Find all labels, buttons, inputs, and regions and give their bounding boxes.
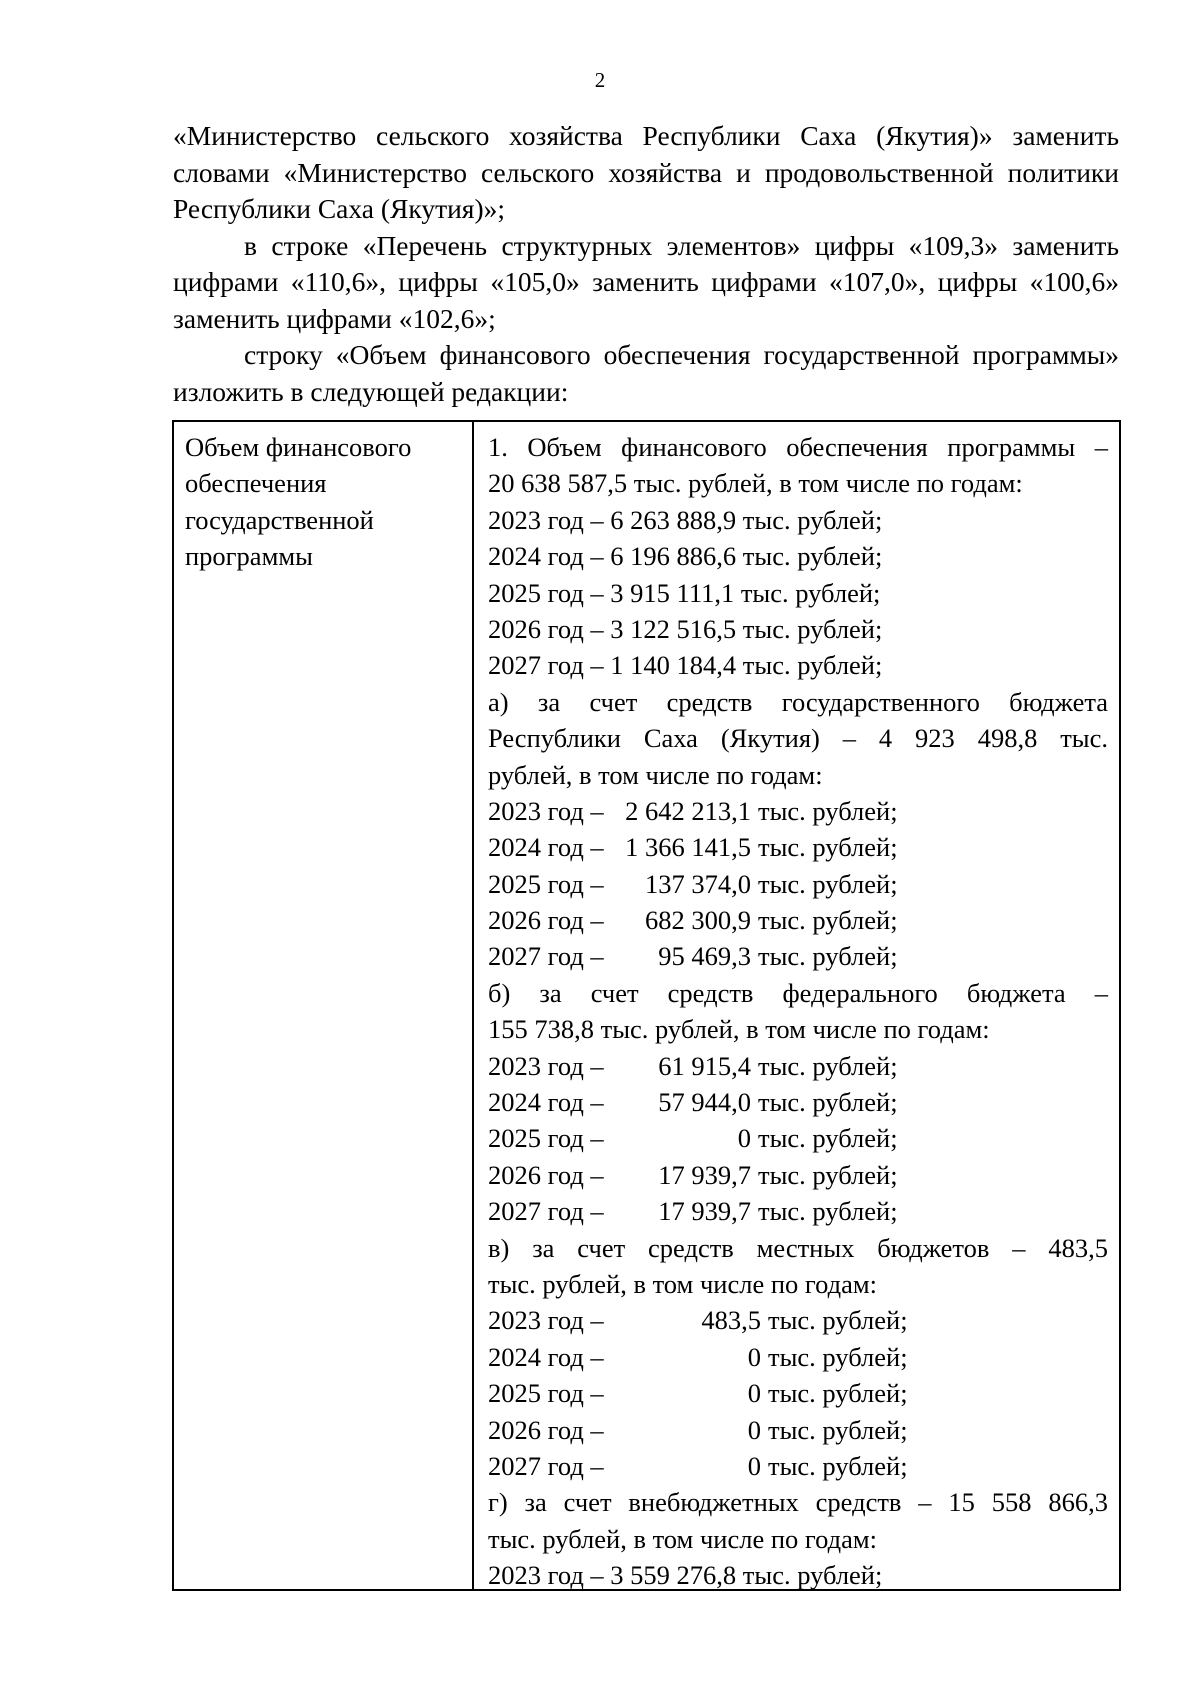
year-unit: тыс. рублей; — [768, 1378, 908, 1409]
year-row: 2023 год – 6 263 888,9 тыс. рублей; — [488, 504, 883, 535]
year-amount: 1 366 141,5 — [625, 832, 751, 863]
year-label: 2027 год – — [488, 1196, 604, 1227]
year-label: 2024 год – — [488, 1341, 604, 1372]
year-amount: 17 939,7 — [658, 1159, 751, 1190]
section-c-line: тыс. рублей, в том числе по годам: — [488, 1268, 877, 1299]
year-unit: тыс. рублей; — [768, 1450, 908, 1481]
table-content-cell — [476, 422, 1119, 1594]
year-unit: тыс. рублей; — [758, 1050, 898, 1081]
year-unit: тыс. рублей; — [768, 1414, 908, 1445]
label-line: Объем финансового — [185, 432, 412, 462]
year-label: 2027 год – — [488, 941, 604, 972]
label-line: программы — [185, 541, 313, 572]
section-b-line: 155 738,8 тыс. рублей, в том числе по годам: — [488, 1014, 990, 1045]
year-row: 2027 год – 1 140 184,4 тыс. рублей; — [488, 650, 883, 681]
intro-paragraph-3: строку «Объем финансового обеспечения государственной программы» изложить в следующей редакции: — [173, 339, 1119, 407]
year-label: 2027 год – — [488, 1450, 604, 1481]
year-amount: 57 944,0 — [658, 1087, 751, 1118]
financing-table — [172, 420, 1121, 1591]
year-amount: 95 469,3 — [658, 941, 751, 972]
section-a-line: рублей, в том числе по годам: — [488, 759, 823, 790]
year-row — [488, 866, 1108, 902]
year-row — [488, 1412, 1108, 1448]
year-amount: 0 — [747, 1414, 761, 1445]
year-label: 2025 год – — [488, 1123, 604, 1154]
year-label: 2026 год – — [488, 1414, 604, 1445]
section-a-line: Республики Саха (Якутия) – 4 923 498,8 тыс. — [488, 723, 1108, 754]
section-a-line: а) за счет средств государственного бюджета — [488, 686, 1108, 717]
year-row — [488, 1448, 1108, 1484]
intro-paragraph-2: в строке «Перечень структурных элементов» цифры «109,3» заменить цифрами «110,6», цифры «105,0» заменить цифрами «107,0», цифры «100,6» заменить цифрами «102,6»; — [173, 229, 1119, 334]
year-amount: 137 374,0 — [645, 868, 751, 899]
year-amount: 0 — [747, 1341, 761, 1372]
year-label: 2023 год – — [488, 795, 604, 826]
year-amount: 61 915,4 — [658, 1050, 751, 1081]
year-label: 2025 год – — [488, 1378, 604, 1409]
label-line: обеспечения — [185, 468, 327, 499]
year-label: 2024 год – — [488, 1087, 604, 1118]
year-row — [488, 1302, 1108, 1338]
intro-text — [173, 118, 1119, 410]
year-label: 2025 год – — [488, 868, 604, 899]
year-unit: тыс. рублей; — [758, 905, 898, 936]
year-row — [488, 793, 1108, 829]
year-label: 2023 год – — [488, 1305, 604, 1336]
year-row — [488, 1193, 1108, 1229]
year-unit: тыс. рублей; — [758, 1087, 898, 1118]
year-label: 2023 год – — [488, 1050, 604, 1081]
year-row — [488, 1339, 1108, 1375]
year-amount: 0 — [737, 1123, 751, 1154]
year-unit: тыс. рублей; — [758, 1159, 898, 1190]
intro-paragraph-1: «Министерство сельского хозяйства Республики Саха (Якутия)» заменить словами «Министерство сельского хозяйства и продовольственной политики Республики Саха (Якутия)»; — [173, 120, 1119, 224]
section-b-line: б) за счет средств федерального бюджета – — [488, 977, 1108, 1008]
year-unit: тыс. рублей; — [758, 941, 898, 972]
year-row — [488, 938, 1108, 974]
year-label: 2026 год – — [488, 905, 604, 936]
year-row — [488, 829, 1108, 865]
year-amount: 2 642 213,1 — [625, 795, 751, 826]
year-row — [488, 1048, 1108, 1084]
year-row: 2025 год – 3 915 111,1 тыс. рублей; — [488, 577, 881, 608]
year-amount: 0 — [747, 1378, 761, 1409]
year-row: 2024 год – 6 196 886,6 тыс. рублей; — [488, 541, 883, 572]
year-unit: тыс. рублей; — [758, 868, 898, 899]
total-heading-line: 1. Объем финансового обеспечения программы – — [488, 432, 1108, 462]
year-row — [488, 1084, 1108, 1120]
year-row — [488, 1120, 1108, 1156]
section-c-line: в) за счет средств местных бюджетов – 483,5 — [488, 1232, 1108, 1263]
year-unit: тыс. рублей; — [768, 1341, 908, 1372]
table-label-cell — [174, 422, 474, 1589]
year-amount: 682 300,9 — [645, 905, 751, 936]
year-unit: тыс. рублей; — [758, 832, 898, 863]
label-line: государственной — [185, 504, 374, 535]
year-unit: тыс. рублей; — [758, 1123, 898, 1154]
year-unit: тыс. рублей; — [758, 1196, 898, 1227]
year-unit: тыс. рублей; — [758, 795, 898, 826]
year-unit: тыс. рублей; — [768, 1305, 908, 1336]
year-amount: 0 — [747, 1450, 761, 1481]
year-row — [488, 902, 1108, 938]
total-amount-line: 20 638 587,5 тыс. рублей, в том числе по годам: — [488, 468, 1023, 499]
section-d-line: г) за счет внебюджетных средств – 15 558 866,3 — [488, 1487, 1108, 1518]
year-label: 2026 год – — [488, 1159, 604, 1190]
year-label: 2024 год – — [488, 832, 604, 863]
year-row — [488, 1375, 1108, 1411]
page-number: 2 — [594, 68, 606, 92]
year-row: 2023 год – 3 559 276,8 тыс. рублей; — [488, 1560, 883, 1591]
year-amount: 17 939,7 — [658, 1196, 751, 1227]
year-row: 2026 год – 3 122 516,5 тыс. рублей; — [488, 613, 883, 644]
section-d-line: тыс. рублей, в том числе по годам: — [488, 1523, 877, 1554]
year-row — [488, 1157, 1108, 1193]
year-amount: 483,5 — [701, 1305, 761, 1336]
